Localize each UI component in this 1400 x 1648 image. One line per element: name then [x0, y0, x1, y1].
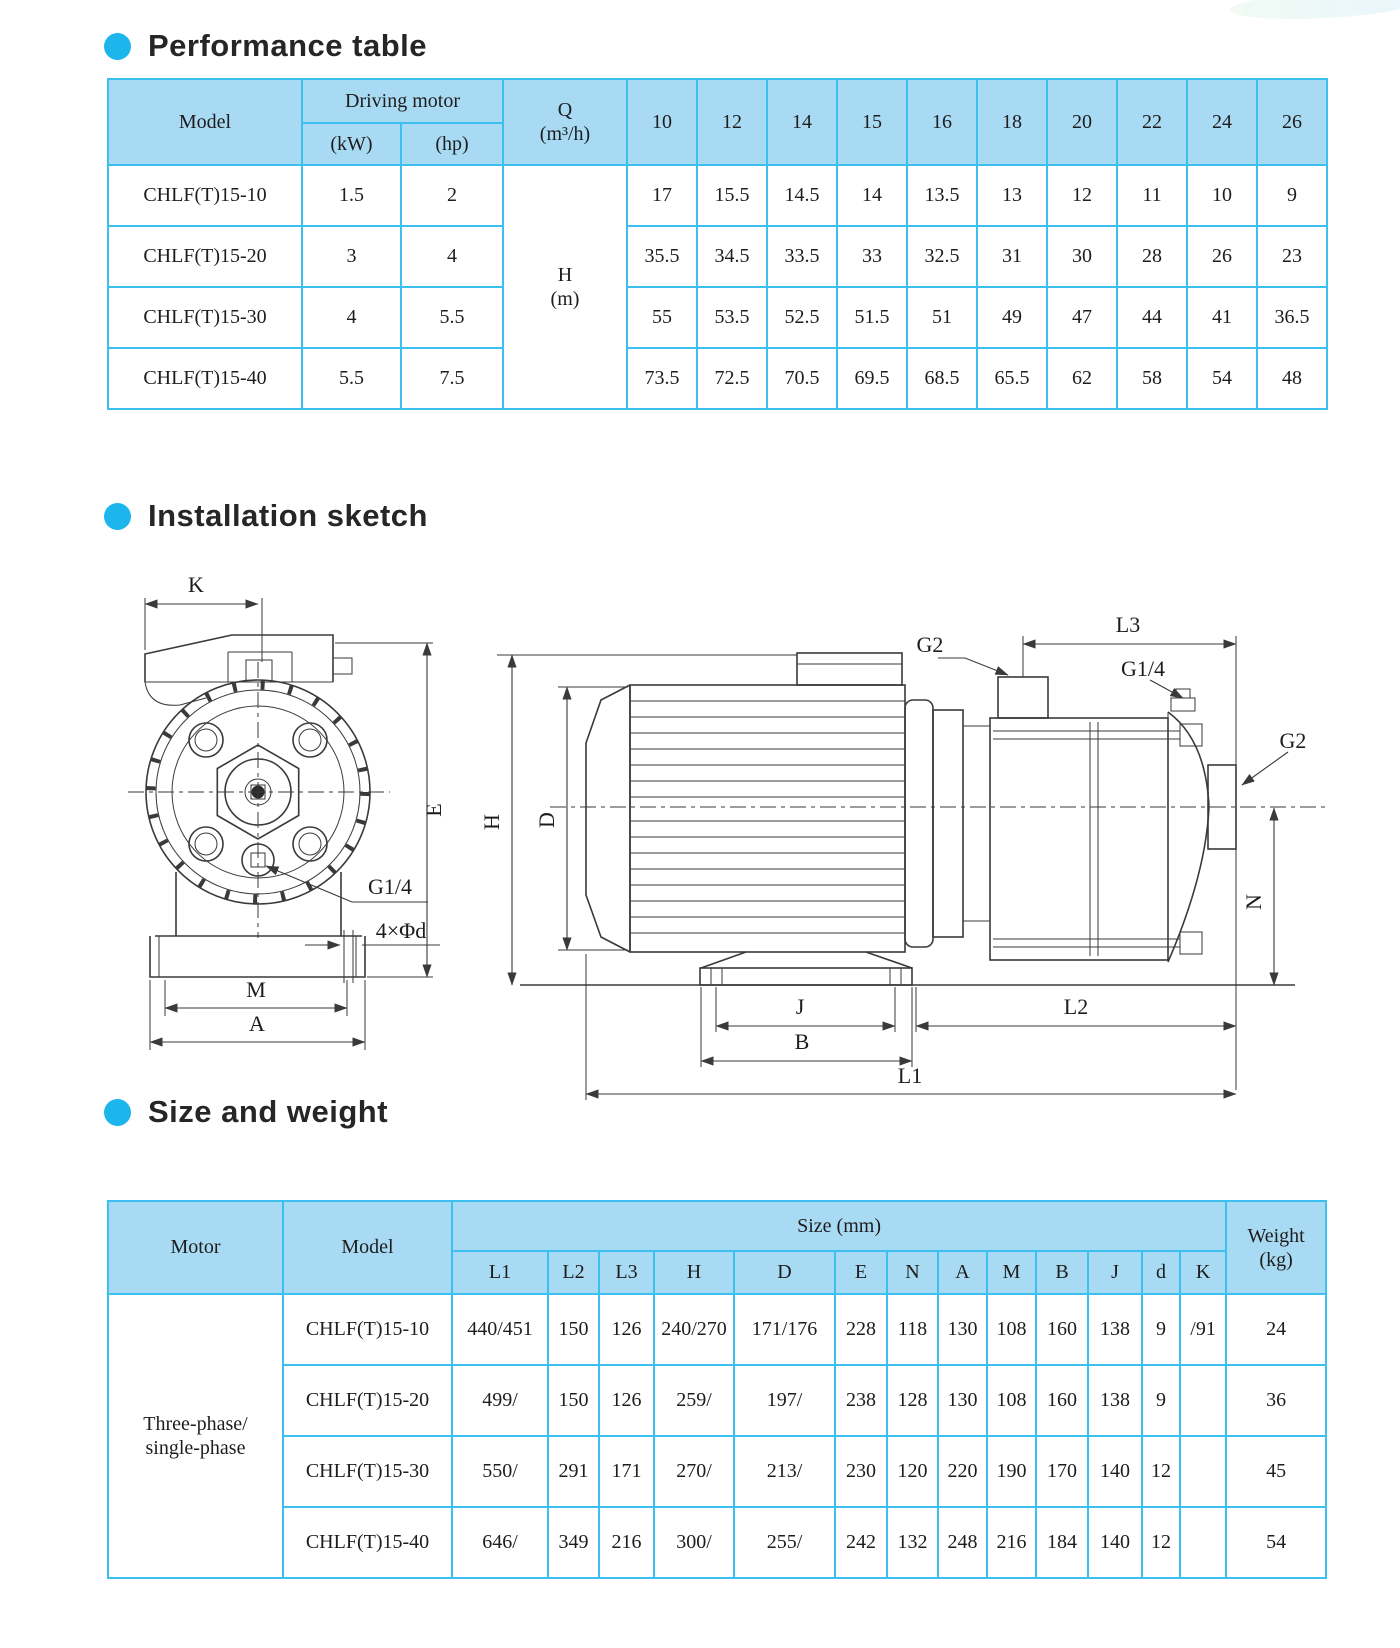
perf-head-cell: 51.5: [837, 287, 907, 348]
h-unit: (m): [550, 288, 580, 310]
perf-head-cell: 15.5: [697, 165, 767, 226]
size-val-cell: 120: [887, 1436, 938, 1507]
size-val-cell: 171/176: [734, 1294, 835, 1365]
perf-head-cell: 41: [1187, 287, 1257, 348]
size-val-cell: 242: [835, 1507, 887, 1578]
size-val-cell: 132: [887, 1507, 938, 1578]
size-row: [108, 1294, 1326, 1365]
perf-head-cell: 34.5: [697, 226, 767, 287]
size-model-cell: CHLF(T)15-30: [283, 1436, 452, 1507]
size-val-cell: 108: [987, 1294, 1036, 1365]
size-val-cell: 190: [987, 1436, 1036, 1507]
size-dim-header: L1: [452, 1251, 548, 1294]
perf-model-cell: CHLF(T)15-30: [108, 287, 302, 348]
perf-head-cell: 62: [1047, 348, 1117, 409]
weight-label: Weight: [1247, 1224, 1305, 1247]
size-header-size-mm: Size (mm): [452, 1201, 1226, 1251]
perf-kw-cell: 3: [302, 226, 401, 287]
size-val-cell: 128: [887, 1365, 938, 1436]
section-title-text: Performance table: [148, 28, 427, 63]
q-label: Q: [557, 99, 573, 121]
perf-hp-cell: 5.5: [401, 287, 503, 348]
size-dim-header: d: [1142, 1251, 1180, 1294]
size-val-cell: 108: [987, 1365, 1036, 1436]
perf-head-cell: 70.5: [767, 348, 837, 409]
perf-head-cell: 65.5: [977, 348, 1047, 409]
perf-head-cell: 73.5: [627, 348, 697, 409]
size-dim-header: A: [938, 1251, 987, 1294]
perf-hp-cell: 2: [401, 165, 503, 226]
size-val-cell: 9: [1142, 1365, 1180, 1436]
perf-head-cell: 31: [977, 226, 1047, 287]
size-dim-header: L3: [599, 1251, 654, 1294]
size-dim-header: B: [1036, 1251, 1088, 1294]
size-val-cell: 238: [835, 1365, 887, 1436]
size-val-cell: [1180, 1365, 1226, 1436]
perf-head-cell: 10: [1187, 165, 1257, 226]
section-bullet-icon: [104, 33, 131, 60]
perf-head-cell: 53.5: [697, 287, 767, 348]
size-val-cell: 248: [938, 1507, 987, 1578]
size-val-cell: 240/270: [654, 1294, 734, 1365]
size-dim-header: N: [887, 1251, 938, 1294]
perf-head-cell: 9: [1257, 165, 1327, 226]
section-bullet-icon: [104, 503, 131, 530]
size-row: [108, 1365, 1326, 1436]
installation-sketch-drawing: [0, 540, 1400, 1100]
size-dim-header: D: [734, 1251, 835, 1294]
dim-label-h: H: [479, 814, 504, 830]
perf-flow-header: 20: [1047, 79, 1117, 165]
size-dim-header: H: [654, 1251, 734, 1294]
dim-label-bolt-holes: 4×Φd: [375, 918, 427, 943]
page-corner-decoration: [1229, 0, 1400, 23]
perf-flow-header: 14: [767, 79, 837, 165]
perf-head-cell: 51: [907, 287, 977, 348]
perf-head-cell: 72.5: [697, 348, 767, 409]
dim-label-b: B: [794, 1029, 810, 1054]
performance-table: [107, 78, 1328, 410]
size-val-cell: 118: [887, 1294, 938, 1365]
size-val-cell: 126: [599, 1294, 654, 1365]
perf-head-cell: 14.5: [767, 165, 837, 226]
size-row: [108, 1507, 1326, 1578]
dim-label-k: K: [188, 572, 204, 597]
perf-kw-cell: 5.5: [302, 348, 401, 409]
perf-head-cell: 48: [1257, 348, 1327, 409]
size-val-cell: [1180, 1436, 1226, 1507]
size-val-cell: 300/: [654, 1507, 734, 1578]
size-weight-cell: 45: [1226, 1436, 1326, 1507]
perf-head-cell: 13.5: [907, 165, 977, 226]
perf-flow-header: 22: [1117, 79, 1187, 165]
dim-label-m: M: [246, 977, 266, 1002]
perf-h-m-cell: [503, 165, 627, 409]
perf-row: [108, 165, 1327, 226]
section-title-text: Installation sketch: [148, 498, 428, 533]
perf-head-cell: 35.5: [627, 226, 697, 287]
size-val-cell: 228: [835, 1294, 887, 1365]
perf-head-cell: 23: [1257, 226, 1327, 287]
perf-head-cell: 12: [1047, 165, 1117, 226]
perf-flow-header: 15: [837, 79, 907, 165]
size-dim-header: M: [987, 1251, 1036, 1294]
perf-head-cell: 30: [1047, 226, 1117, 287]
motor-type-line1: Three-phase/: [143, 1413, 248, 1435]
perf-flow-header: 24: [1187, 79, 1257, 165]
perf-model-cell: CHLF(T)15-40: [108, 348, 302, 409]
perf-hp-cell: 4: [401, 226, 503, 287]
size-val-cell: 499/: [452, 1365, 548, 1436]
dim-label-l1: L1: [897, 1063, 923, 1088]
perf-flow-header: 18: [977, 79, 1047, 165]
size-val-cell: 291: [548, 1436, 599, 1507]
section-bullet-icon: [104, 1099, 131, 1126]
size-dim-header: K: [1180, 1251, 1226, 1294]
perf-head-cell: 33: [837, 226, 907, 287]
size-val-cell: 126: [599, 1365, 654, 1436]
size-val-cell: 197/: [734, 1365, 835, 1436]
performance-section-title: [104, 28, 427, 64]
perf-row: [108, 348, 1327, 409]
size-val-cell: 171: [599, 1436, 654, 1507]
size-val-cell: 259/: [654, 1365, 734, 1436]
size-header-motor: Motor: [108, 1201, 283, 1294]
size-val-cell: /91: [1180, 1294, 1226, 1365]
size-val-cell: 184: [1036, 1507, 1088, 1578]
perf-head-cell: 36.5: [1257, 287, 1327, 348]
dim-label-n: N: [1241, 894, 1266, 910]
size-header-row-1: [108, 1201, 1326, 1251]
size-val-cell: 138: [1088, 1294, 1142, 1365]
size-val-cell: 213/: [734, 1436, 835, 1507]
perf-hp-cell: 7.5: [401, 348, 503, 409]
perf-head-cell: 68.5: [907, 348, 977, 409]
size-weight-section-title: [104, 1094, 388, 1130]
perf-flow-header: 16: [907, 79, 977, 165]
dim-label-l3: L3: [1115, 612, 1141, 637]
perf-header-model: Model: [108, 79, 302, 165]
size-model-cell: CHLF(T)15-20: [283, 1365, 452, 1436]
perf-header-driving-motor: Driving motor: [302, 79, 503, 123]
perf-head-cell: 13: [977, 165, 1047, 226]
size-val-cell: 130: [938, 1365, 987, 1436]
dim-label-a: A: [249, 1011, 265, 1036]
size-val-cell: 230: [835, 1436, 887, 1507]
size-val-cell: 170: [1036, 1436, 1088, 1507]
perf-header-kw: (kW): [302, 123, 401, 165]
size-val-cell: 550/: [452, 1436, 548, 1507]
motor-type-line2: single-phase: [145, 1437, 246, 1459]
dim-label-j: J: [795, 994, 805, 1019]
perf-head-cell: 54: [1187, 348, 1257, 409]
size-weight-table: [107, 1200, 1327, 1579]
dim-label-g2-right: G2: [1279, 728, 1307, 753]
size-model-cell: CHLF(T)15-40: [283, 1507, 452, 1578]
size-val-cell: 150: [548, 1365, 599, 1436]
dim-label-e: E: [421, 803, 446, 817]
size-model-cell: CHLF(T)15-10: [283, 1294, 452, 1365]
perf-head-cell: 47: [1047, 287, 1117, 348]
perf-head-cell: 32.5: [907, 226, 977, 287]
perf-head-cell: 44: [1117, 287, 1187, 348]
perf-flow-header: 12: [697, 79, 767, 165]
perf-head-cell: 49: [977, 287, 1047, 348]
size-dim-header: J: [1088, 1251, 1142, 1294]
size-val-cell: 270/: [654, 1436, 734, 1507]
perf-flow-header: 10: [627, 79, 697, 165]
perf-head-cell: 26: [1187, 226, 1257, 287]
perf-header-row-1: [108, 79, 1327, 123]
size-dim-header: E: [835, 1251, 887, 1294]
perf-head-cell: 52.5: [767, 287, 837, 348]
size-header-weight: [1226, 1201, 1326, 1294]
size-header-model: Model: [283, 1201, 452, 1294]
size-val-cell: 349: [548, 1507, 599, 1578]
perf-head-cell: 28: [1117, 226, 1187, 287]
weight-unit: (kg): [1259, 1248, 1293, 1271]
size-weight-cell: 24: [1226, 1294, 1326, 1365]
section-title-text: Size and weight: [148, 1094, 389, 1129]
size-val-cell: 220: [938, 1436, 987, 1507]
perf-model-cell: CHLF(T)15-20: [108, 226, 302, 287]
size-weight-cell: 36: [1226, 1365, 1326, 1436]
perf-head-cell: 58: [1117, 348, 1187, 409]
perf-flow-header: 26: [1257, 79, 1327, 165]
perf-row: [108, 287, 1327, 348]
size-val-cell: 138: [1088, 1365, 1142, 1436]
size-val-cell: [1180, 1507, 1226, 1578]
size-val-cell: 140: [1088, 1507, 1142, 1578]
size-val-cell: 160: [1036, 1365, 1088, 1436]
size-val-cell: 440/451: [452, 1294, 548, 1365]
size-val-cell: 12: [1142, 1507, 1180, 1578]
size-val-cell: 216: [987, 1507, 1036, 1578]
size-val-cell: 216: [599, 1507, 654, 1578]
perf-head-cell: 17: [627, 165, 697, 226]
perf-head-cell: 11: [1117, 165, 1187, 226]
perf-head-cell: 55: [627, 287, 697, 348]
perf-head-cell: 69.5: [837, 348, 907, 409]
size-val-cell: 646/: [452, 1507, 548, 1578]
size-val-cell: 130: [938, 1294, 987, 1365]
perf-model-cell: CHLF(T)15-10: [108, 165, 302, 226]
size-weight-cell: 54: [1226, 1507, 1326, 1578]
size-val-cell: 140: [1088, 1436, 1142, 1507]
motor-type-cell: [108, 1294, 283, 1578]
perf-header-hp: (hp): [401, 123, 503, 165]
pump-side-view: [479, 612, 1325, 1100]
perf-kw-cell: 1.5: [302, 165, 401, 226]
h-label: H: [557, 264, 573, 286]
perf-head-cell: 33.5: [767, 226, 837, 287]
size-val-cell: 255/: [734, 1507, 835, 1578]
size-val-cell: 9: [1142, 1294, 1180, 1365]
dim-label-l2: L2: [1063, 994, 1089, 1019]
dim-label-g14-front: G1/4: [368, 874, 412, 899]
size-row: [108, 1436, 1326, 1507]
dim-label-g2-top: G2: [916, 632, 944, 657]
q-unit: (m³/h): [539, 123, 591, 145]
dim-label-d: D: [534, 812, 559, 828]
size-val-cell: 12: [1142, 1436, 1180, 1507]
installation-section-title: [104, 498, 428, 534]
size-dim-header: L2: [548, 1251, 599, 1294]
perf-row: [108, 226, 1327, 287]
perf-kw-cell: 4: [302, 287, 401, 348]
size-val-cell: 150: [548, 1294, 599, 1365]
pump-front-view: [128, 572, 446, 1050]
perf-header-q: [503, 79, 627, 165]
size-val-cell: 160: [1036, 1294, 1088, 1365]
dim-label-g14-side: G1/4: [1121, 656, 1165, 681]
perf-head-cell: 14: [837, 165, 907, 226]
